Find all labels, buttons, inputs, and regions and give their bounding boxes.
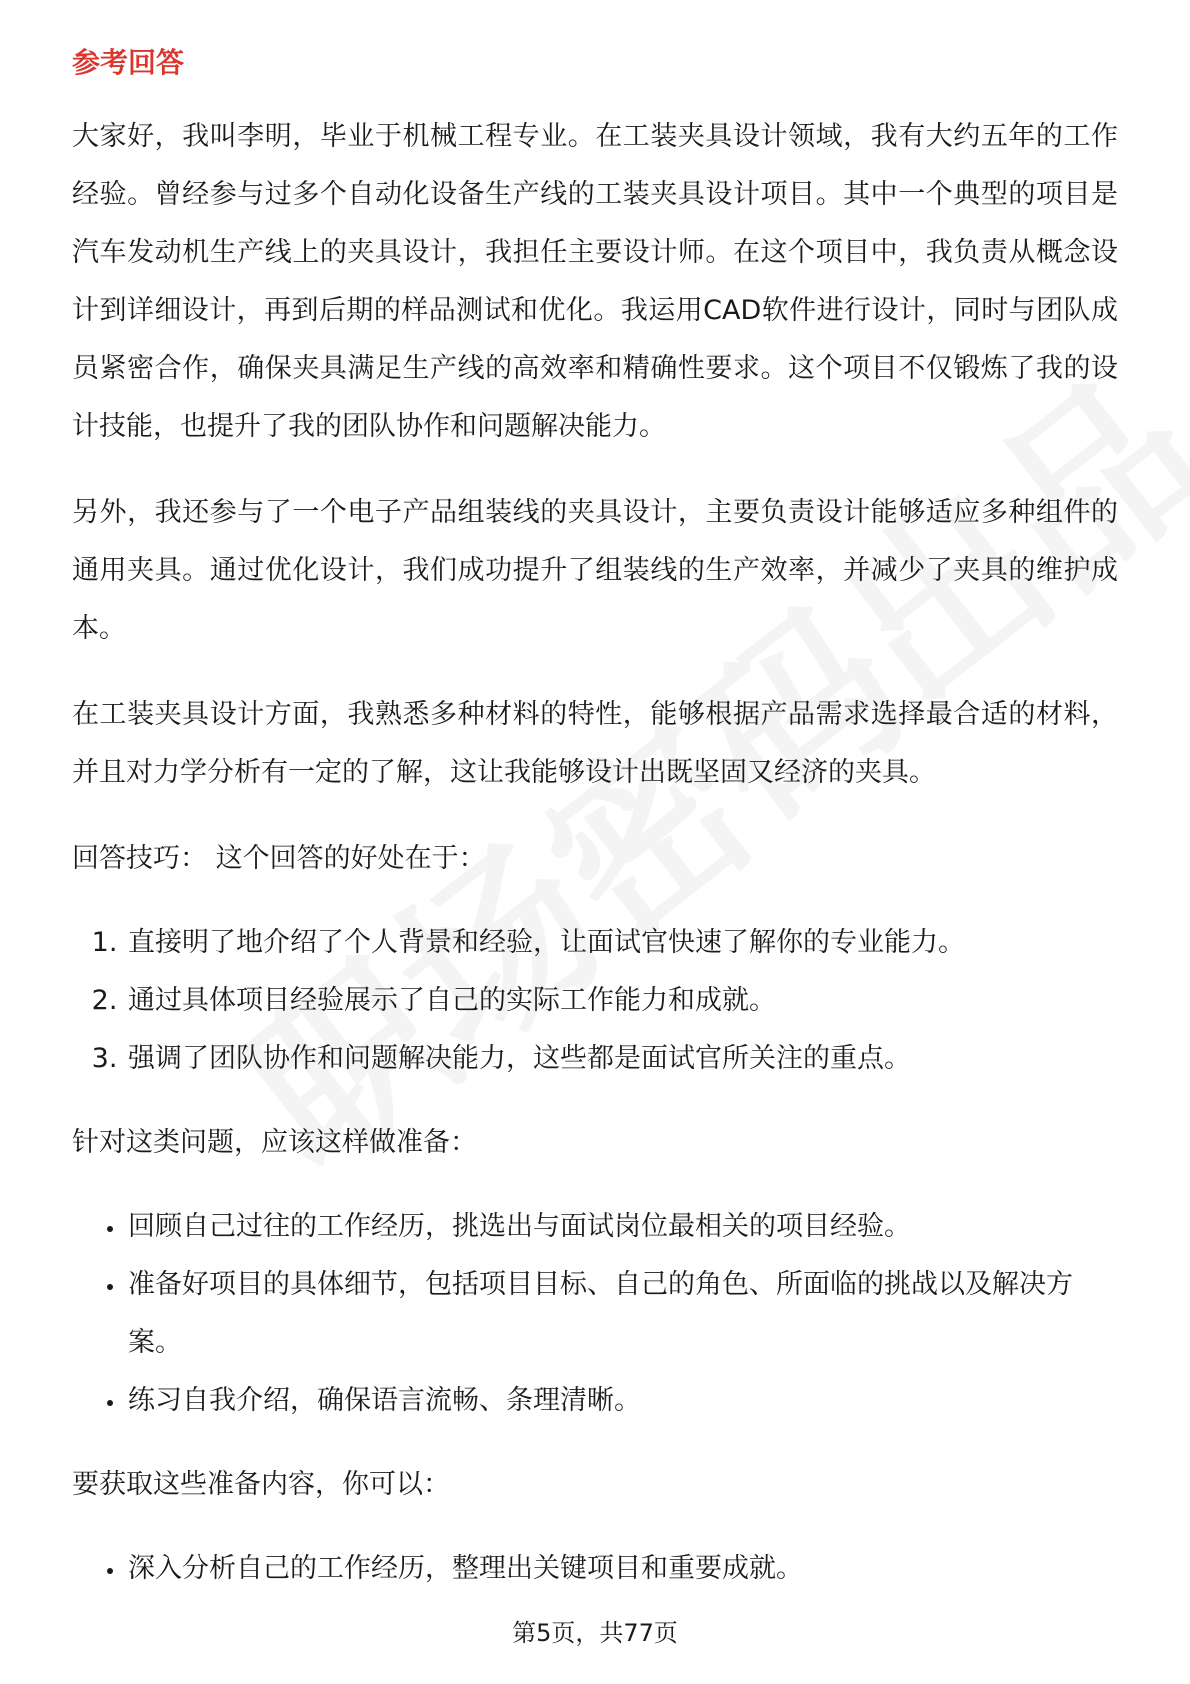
intro-paragraph-2: 另外，我还参与了一个电子产品组装线的夹具设计，主要负责设计能够适应多种组件的通用夹具。通过优化设计，我们成功提升了组装线的生产效率，并减少了夹具的维护成本。 xyxy=(72,497,1118,644)
list-item: 3. 强调了团队协作和问题解决能力，这些都是面试官所关注的重点。 xyxy=(126,1030,1118,1088)
tips-label: 回答技巧： 这个回答的好处在于： xyxy=(72,843,486,874)
document-page xyxy=(72,44,1118,1624)
section-heading: 参考回答 xyxy=(72,46,185,79)
list-item: 2. 通过具体项目经验展示了自己的实际工作能力和成就。 xyxy=(126,972,1118,1030)
list-item: 1. 直接明了地介绍了个人背景和经验，让面试官快速了解你的专业能力。 xyxy=(126,914,1118,972)
prepare-list xyxy=(72,1198,1118,1430)
tips-list xyxy=(72,914,1118,1088)
obtain-list xyxy=(72,1540,1118,1598)
obtain-label: 要获取这些准备内容，你可以： xyxy=(72,1469,450,1500)
page-number: 第5页，共77页 xyxy=(512,1619,678,1647)
list-item: • 准备好项目的具体细节，包括项目目标、自己的角色、所面临的挑战以及解决方案。 xyxy=(126,1256,1118,1372)
list-item: • 深入分析自己的工作经历，整理出关键项目和重要成就。 xyxy=(126,1540,1118,1598)
prepare-label: 针对这类问题，应该这样做准备： xyxy=(72,1127,477,1158)
intro-paragraph-3: 在工装夹具设计方面，我熟悉多种材料的特性，能够根据产品需求选择最合适的材料，并且对力学分析有一定的了解，这让我能够设计出既坚固又经济的夹具。 xyxy=(72,699,1118,788)
list-item: • 回顾自己过往的工作经历，挑选出与面试岗位最相关的项目经验。 xyxy=(126,1198,1118,1256)
intro-paragraph-1: 大家好，我叫李明，毕业于机械工程专业。在工装夹具设计领域，我有大约五年的工作经验。曾经参与过多个自动化设备生产线的工装夹具设计项目。其中一个典型的项目是汽车发动机生产线上的夹具设计，我担任主要设计师。在这个项目中，我负责从概念设计到详细设计，再到后期的样品测试和优化。我运用CAD软件进行设计，同时与团队成员紧密合作，确保夹具满足生产线的高效率和精确性要求。这个项目不仅锻炼了我的设计技能，也提升了我的团队协作和问题解决能力。 xyxy=(72,121,1118,442)
list-item: • 练习自我介绍，确保语言流畅、条理清晰。 xyxy=(126,1372,1118,1430)
